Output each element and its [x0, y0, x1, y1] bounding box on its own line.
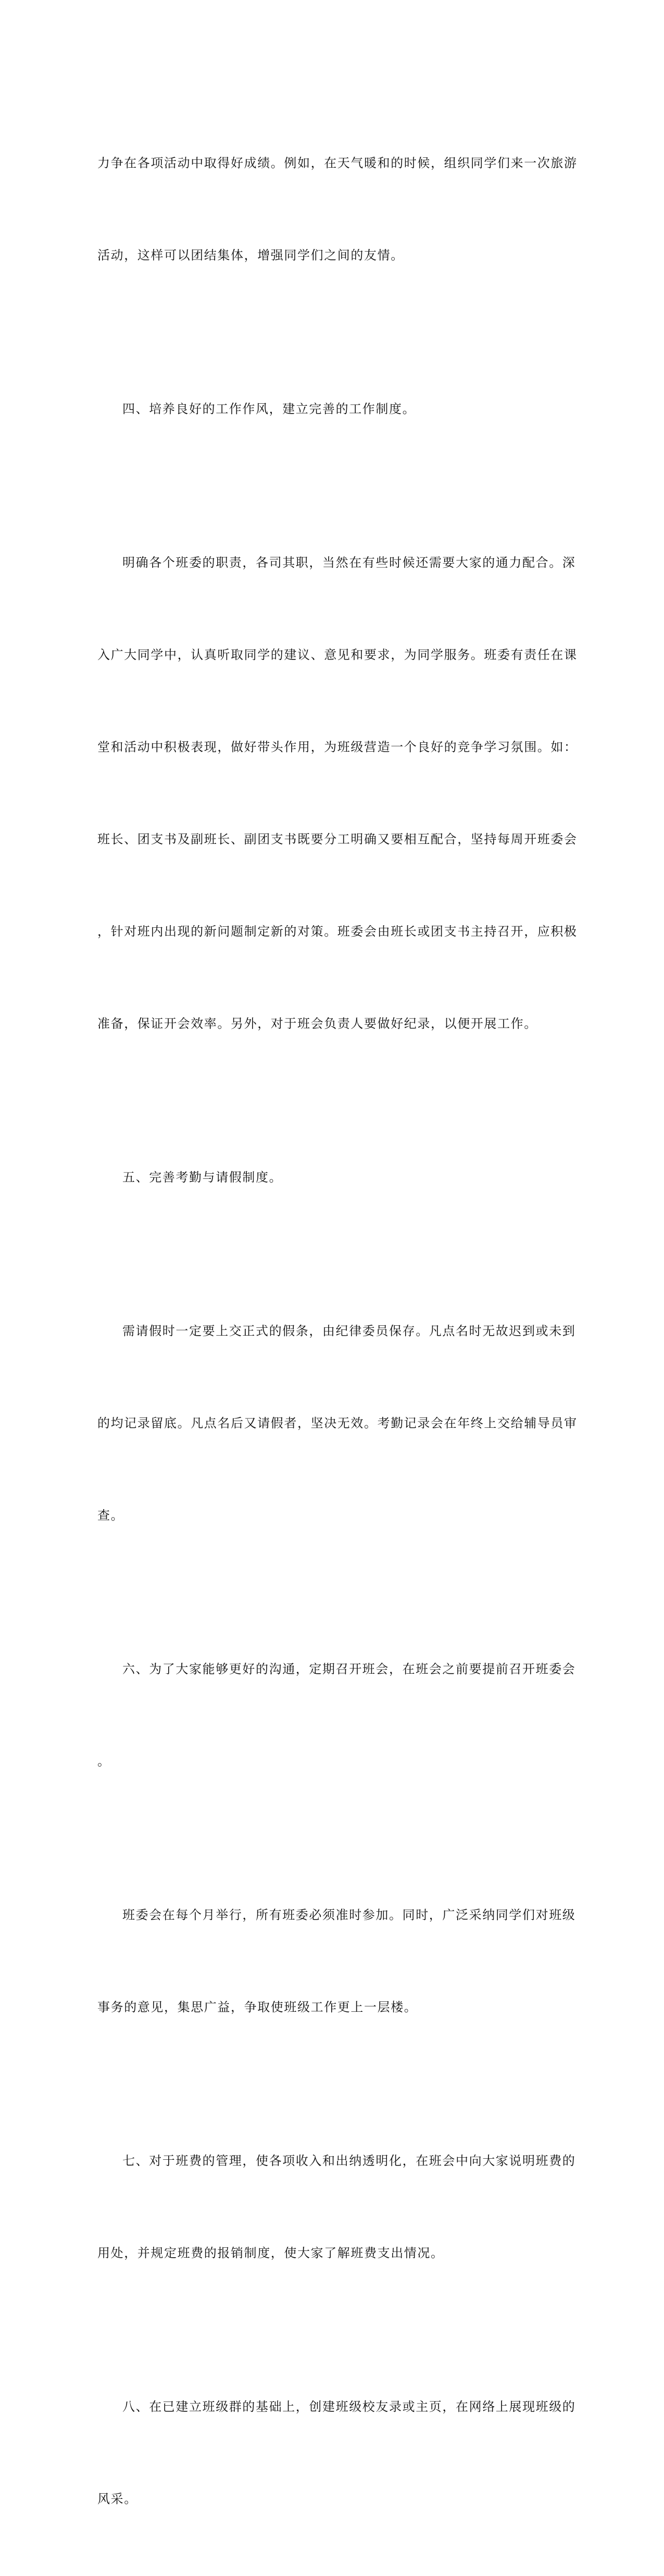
- heading-section-six: [97, 1592, 576, 1838]
- text-line: 事务的意见，集思广益，争取使班级工作更上一层楼。: [97, 2000, 418, 2014]
- text-line: 四、培养良好的工作作风，建立完善的工作制度。: [122, 402, 416, 416]
- paragraph-leave-policy: [97, 1254, 578, 1592]
- text-line: 风采。: [97, 2492, 137, 2506]
- text-line: 。: [97, 1754, 111, 1769]
- text-line: 活动，这样可以团结集体，增强同学们之间的友情。: [97, 248, 404, 263]
- text-line: ，针对班内出现的新问题制定新的对策。班委会由班长或团支书主持召开，应积极: [97, 924, 578, 939]
- text-line: 七、对于班费的管理，使各项收入和出纳透明化，在班会中向大家说明班费的: [122, 2154, 576, 2168]
- text-line: 八、在已建立班级群的基础上，创建班级校友录或主页，在网络上展现班级的: [122, 2399, 576, 2414]
- heading-section-four: [97, 332, 566, 486]
- text-line: 查。: [97, 1508, 124, 1523]
- paragraph-class-homepage: [97, 2330, 576, 2576]
- document-body: [97, 86, 578, 2576]
- text-line: 的均记录留底。凡点名后又请假者，坚决无效。考勤记录会在年终上交给辅导员审: [97, 1416, 578, 1430]
- text-line: 用处，并规定班费的报销制度，使大家了解班费支出情况。: [97, 2246, 444, 2260]
- heading-section-five: [97, 1101, 566, 1254]
- text-line: 入广大同学中，认真听取同学的建议、意见和要求，为同学服务。班委有责任在课: [97, 648, 578, 662]
- paragraph-committee-duties: [97, 486, 578, 1101]
- text-line: 六、为了大家能够更好的沟通，定期召开班会，在班会之前要提前召开班委会: [122, 1662, 576, 1676]
- text-line: 准备，保证开会效率。另外，对于班会负责人要做好纪录，以便开展工作。: [97, 1016, 537, 1031]
- text-line: 班委会在每个月举行，所有班委必须准时参加。同时，广泛采纳同学们对班级: [122, 1908, 576, 1922]
- paragraph-monthly-meeting: [97, 1838, 576, 2084]
- text-line: 班长、团支书及副班长、副团支书既要分工明确又要相互配合，坚持每周开班委会: [97, 832, 578, 847]
- text-line: 需请假时一定要上交正式的假条，由纪律委员保存。凡点名时无故迟到或未到: [122, 1324, 576, 1338]
- paragraph-class-fee: [97, 2084, 576, 2330]
- text-line: 力争在各项活动中取得好成绩。例如，在天气暖和的时候，组织同学们来一次旅游: [97, 156, 578, 170]
- paragraph-activities-continued: [97, 86, 578, 332]
- text-line: 堂和活动中积极表现，做好带头作用，为班级营造一个良好的竞争学习氛围。如：: [97, 740, 578, 754]
- text-line: 明确各个班委的职责，各司其职，当然在有些时候还需要大家的通力配合。深: [122, 555, 576, 570]
- text-line: 五、完善考勤与请假制度。: [122, 1170, 283, 1185]
